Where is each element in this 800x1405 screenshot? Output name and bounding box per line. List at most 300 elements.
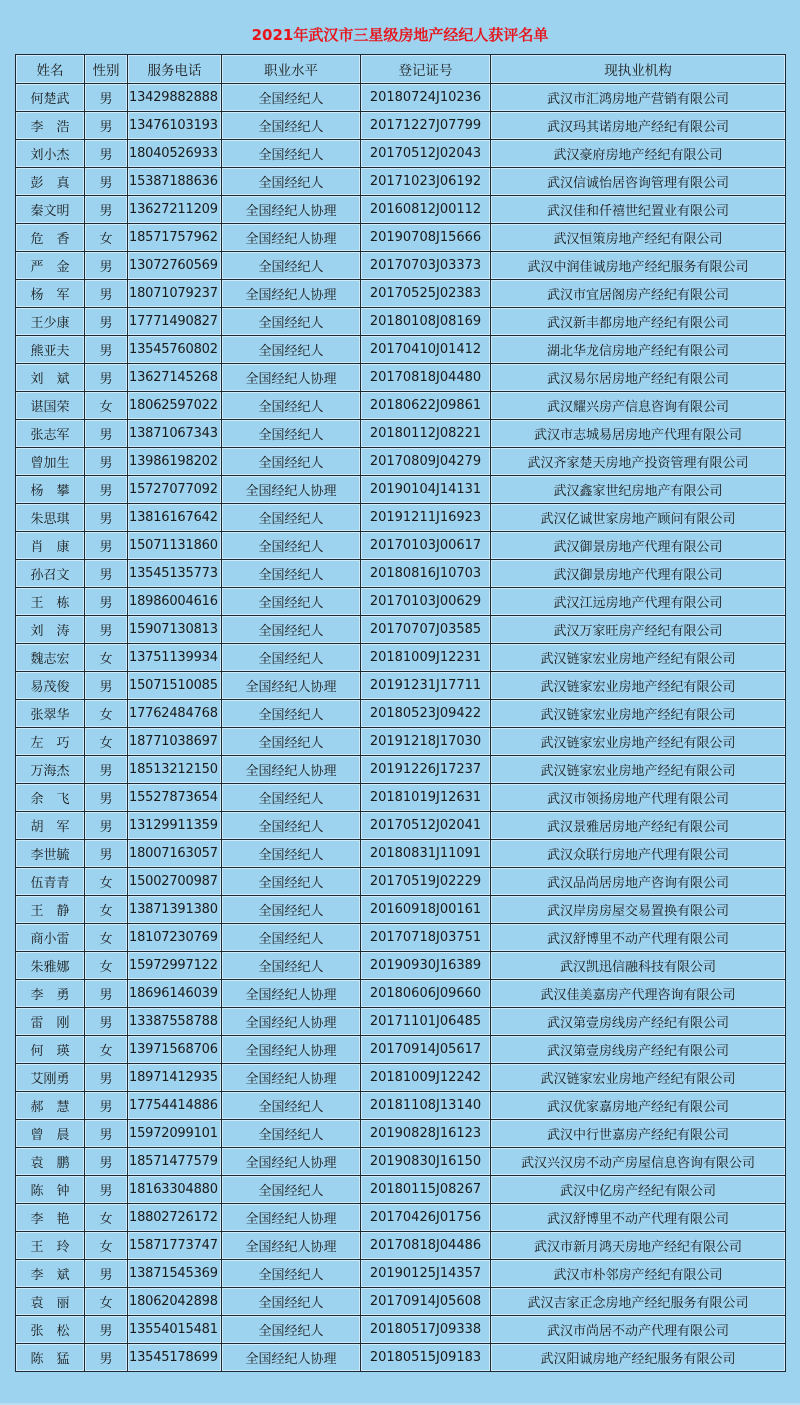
cell-registration-id: 20171101J06485 xyxy=(361,1008,491,1036)
cell-name: 伍青青 xyxy=(16,868,85,896)
table-row xyxy=(16,336,786,364)
cell-gender: 男 xyxy=(85,588,128,616)
table-row xyxy=(16,224,786,252)
cell-phone: 18107230769 xyxy=(128,924,222,952)
table-row xyxy=(16,1148,786,1176)
cell-name: 王少康 xyxy=(16,308,85,336)
cell-name: 刘 斌 xyxy=(16,364,85,392)
cell-gender: 女 xyxy=(85,392,128,420)
cell-gender: 男 xyxy=(85,140,128,168)
cell-agency: 武汉市朴邻房产经纪有限公司 xyxy=(491,1260,786,1288)
table-row xyxy=(16,924,786,952)
cell-name: 商小雷 xyxy=(16,924,85,952)
cell-phone: 13387558788 xyxy=(128,1008,222,1036)
table-row xyxy=(16,112,786,140)
cell-agency: 武汉第壹房线房产经纪有限公司 xyxy=(491,1008,786,1036)
cell-gender: 男 xyxy=(85,448,128,476)
cell-phone: 15972997122 xyxy=(128,952,222,980)
table-row xyxy=(16,1176,786,1204)
cell-gender: 男 xyxy=(85,784,128,812)
cell-registration-id: 20170914J05608 xyxy=(361,1288,491,1316)
cell-phone: 18513212150 xyxy=(128,756,222,784)
cell-phone: 18040526933 xyxy=(128,140,222,168)
cell-gender: 男 xyxy=(85,252,128,280)
cell-registration-id: 20170809J04279 xyxy=(361,448,491,476)
cell-registration-id: 20180115J08267 xyxy=(361,1176,491,1204)
table-row xyxy=(16,952,786,980)
cell-level: 全国经纪人 xyxy=(222,560,361,588)
cell-agency: 武汉链家宏业房地产经纪有限公司 xyxy=(491,728,786,756)
table-row xyxy=(16,812,786,840)
cell-name: 王 静 xyxy=(16,896,85,924)
cell-phone: 13986198202 xyxy=(128,448,222,476)
cell-phone: 18071079237 xyxy=(128,280,222,308)
cell-name: 袁 鹏 xyxy=(16,1148,85,1176)
cell-name: 雷 刚 xyxy=(16,1008,85,1036)
cell-gender: 男 xyxy=(85,1176,128,1204)
cell-phone: 18696146039 xyxy=(128,980,222,1008)
cell-gender: 男 xyxy=(85,1148,128,1176)
cell-phone: 18062042898 xyxy=(128,1288,222,1316)
cell-name: 李 艳 xyxy=(16,1204,85,1232)
cell-level: 全国经纪人 xyxy=(222,952,361,980)
cell-gender: 男 xyxy=(85,504,128,532)
cell-gender: 男 xyxy=(85,112,128,140)
cell-name: 艾刚勇 xyxy=(16,1064,85,1092)
cell-agency: 武汉阳诚房地产经纪服务有限公司 xyxy=(491,1344,786,1372)
table-row xyxy=(16,840,786,868)
cell-gender: 男 xyxy=(85,672,128,700)
cell-registration-id: 20170718J03751 xyxy=(361,924,491,952)
cell-registration-id: 20170519J02229 xyxy=(361,868,491,896)
cell-phone: 13627145268 xyxy=(128,364,222,392)
cell-registration-id: 20170818J04486 xyxy=(361,1232,491,1260)
cell-agency: 武汉新丰都房地产经纪有限公司 xyxy=(491,308,786,336)
cell-registration-id: 20191211J16923 xyxy=(361,504,491,532)
cell-name: 万海杰 xyxy=(16,756,85,784)
table-row xyxy=(16,476,786,504)
cell-name: 何 瑛 xyxy=(16,1036,85,1064)
cell-name: 张志军 xyxy=(16,420,85,448)
cell-phone: 13871067343 xyxy=(128,420,222,448)
cell-registration-id: 20180112J08221 xyxy=(361,420,491,448)
table-row xyxy=(16,868,786,896)
cell-registration-id: 20181009J12231 xyxy=(361,644,491,672)
cell-gender: 男 xyxy=(85,1316,128,1344)
cell-phone: 18802726172 xyxy=(128,1204,222,1232)
cell-gender: 男 xyxy=(85,616,128,644)
cell-phone: 13554015481 xyxy=(128,1316,222,1344)
cell-phone: 13072760569 xyxy=(128,252,222,280)
cell-name: 肖 康 xyxy=(16,532,85,560)
cell-registration-id: 20170525J02383 xyxy=(361,280,491,308)
cell-name: 余 飞 xyxy=(16,784,85,812)
table-row xyxy=(16,896,786,924)
cell-level: 全国经纪人协理 xyxy=(222,1148,361,1176)
cell-phone: 17762484768 xyxy=(128,700,222,728)
cell-registration-id: 20180724J10236 xyxy=(361,84,491,112)
cell-agency: 武汉链家宏业房地产经纪有限公司 xyxy=(491,644,786,672)
cell-level: 全国经纪人协理 xyxy=(222,980,361,1008)
cell-agency: 武汉中行世嘉房产经纪有限公司 xyxy=(491,1120,786,1148)
cell-agency: 武汉江远房地产代理有限公司 xyxy=(491,588,786,616)
cell-phone: 17754414886 xyxy=(128,1092,222,1120)
table-row xyxy=(16,252,786,280)
table-row xyxy=(16,140,786,168)
cell-registration-id: 20170512J02043 xyxy=(361,140,491,168)
cell-level: 全国经纪人 xyxy=(222,588,361,616)
cell-level: 全国经纪人 xyxy=(222,448,361,476)
cell-name: 曾 晨 xyxy=(16,1120,85,1148)
cell-name: 刘小杰 xyxy=(16,140,85,168)
cell-level: 全国经纪人 xyxy=(222,1120,361,1148)
cell-gender: 女 xyxy=(85,644,128,672)
header-phone: 服务电话 xyxy=(128,55,222,84)
cell-phone: 18771038697 xyxy=(128,728,222,756)
table-row xyxy=(16,1204,786,1232)
cell-level: 全国经纪人 xyxy=(222,868,361,896)
cell-gender: 女 xyxy=(85,1288,128,1316)
cell-level: 全国经纪人协理 xyxy=(222,1064,361,1092)
cell-name: 刘 涛 xyxy=(16,616,85,644)
cell-level: 全国经纪人 xyxy=(222,532,361,560)
cell-phone: 13871391380 xyxy=(128,896,222,924)
table-header-row xyxy=(16,55,786,84)
table-row xyxy=(16,1288,786,1316)
cell-phone: 17771490827 xyxy=(128,308,222,336)
cell-phone: 15727077092 xyxy=(128,476,222,504)
cell-agency: 武汉吉家正念房地产经纪服务有限公司 xyxy=(491,1288,786,1316)
cell-name: 朱雅娜 xyxy=(16,952,85,980)
cell-name: 郝 慧 xyxy=(16,1092,85,1120)
cell-phone: 18007163057 xyxy=(128,840,222,868)
cell-registration-id: 20170410J01412 xyxy=(361,336,491,364)
cell-level: 全国经纪人协理 xyxy=(222,1232,361,1260)
cell-name: 张 松 xyxy=(16,1316,85,1344)
cell-registration-id: 20190708J15666 xyxy=(361,224,491,252)
cell-phone: 15071510085 xyxy=(128,672,222,700)
cell-level: 全国经纪人 xyxy=(222,616,361,644)
cell-level: 全国经纪人 xyxy=(222,1260,361,1288)
cell-gender: 女 xyxy=(85,924,128,952)
cell-phone: 13429882888 xyxy=(128,84,222,112)
cell-gender: 男 xyxy=(85,420,128,448)
cell-agency: 武汉优家嘉房地产经纪有限公司 xyxy=(491,1092,786,1120)
cell-name: 谌国荣 xyxy=(16,392,85,420)
cell-phone: 13545178699 xyxy=(128,1344,222,1372)
cell-level: 全国经纪人 xyxy=(222,700,361,728)
cell-phone: 18571477579 xyxy=(128,1148,222,1176)
cell-level: 全国经纪人 xyxy=(222,168,361,196)
cell-gender: 女 xyxy=(85,1204,128,1232)
table-row xyxy=(16,532,786,560)
cell-registration-id: 20170707J03585 xyxy=(361,616,491,644)
cell-registration-id: 20190930J16389 xyxy=(361,952,491,980)
cell-name: 杨 攀 xyxy=(16,476,85,504)
cell-name: 危 香 xyxy=(16,224,85,252)
cell-level: 全国经纪人 xyxy=(222,140,361,168)
cell-phone: 15907130813 xyxy=(128,616,222,644)
cell-registration-id: 20191226J17237 xyxy=(361,756,491,784)
cell-registration-id: 20190125J14357 xyxy=(361,1260,491,1288)
cell-level: 全国经纪人 xyxy=(222,504,361,532)
cell-level: 全国经纪人 xyxy=(222,1316,361,1344)
cell-level: 全国经纪人 xyxy=(222,1092,361,1120)
cell-phone: 18986004616 xyxy=(128,588,222,616)
cell-name: 李世毓 xyxy=(16,840,85,868)
cell-gender: 女 xyxy=(85,700,128,728)
cell-name: 李 勇 xyxy=(16,980,85,1008)
cell-gender: 女 xyxy=(85,1036,128,1064)
cell-level: 全国经纪人 xyxy=(222,112,361,140)
header-registration-id: 登记证号 xyxy=(361,55,491,84)
cell-gender: 男 xyxy=(85,532,128,560)
cell-gender: 女 xyxy=(85,868,128,896)
table-row xyxy=(16,280,786,308)
header-level: 职业水平 xyxy=(222,55,361,84)
table-row xyxy=(16,644,786,672)
cell-level: 全国经纪人协理 xyxy=(222,1204,361,1232)
table-row xyxy=(16,728,786,756)
cell-gender: 女 xyxy=(85,224,128,252)
cell-agency: 武汉御景房地产代理有限公司 xyxy=(491,532,786,560)
cell-phone: 13971568706 xyxy=(128,1036,222,1064)
cell-phone: 13476103193 xyxy=(128,112,222,140)
cell-level: 全国经纪人 xyxy=(222,784,361,812)
cell-agency: 武汉市宜居阁房产经纪有限公司 xyxy=(491,280,786,308)
cell-registration-id: 20170103J00629 xyxy=(361,588,491,616)
cell-agency: 武汉景雅居房地产经纪有限公司 xyxy=(491,812,786,840)
cell-registration-id: 20170818J04480 xyxy=(361,364,491,392)
cell-gender: 男 xyxy=(85,336,128,364)
cell-agency: 武汉市新月鸿天房地产经纪有限公司 xyxy=(491,1232,786,1260)
cell-registration-id: 20181019J12631 xyxy=(361,784,491,812)
cell-gender: 男 xyxy=(85,308,128,336)
cell-gender: 男 xyxy=(85,812,128,840)
cell-gender: 女 xyxy=(85,728,128,756)
cell-phone: 13871545369 xyxy=(128,1260,222,1288)
agent-list-table xyxy=(15,54,786,1372)
cell-phone: 15972099101 xyxy=(128,1120,222,1148)
cell-gender: 男 xyxy=(85,1008,128,1036)
cell-gender: 男 xyxy=(85,1092,128,1120)
cell-agency: 武汉耀兴房产信息咨询有限公司 xyxy=(491,392,786,420)
cell-name: 秦文明 xyxy=(16,196,85,224)
cell-agency: 武汉中亿房产经纪有限公司 xyxy=(491,1176,786,1204)
cell-level: 全国经纪人 xyxy=(222,336,361,364)
cell-level: 全国经纪人协理 xyxy=(222,756,361,784)
cell-agency: 武汉市志城易居房地产代理有限公司 xyxy=(491,420,786,448)
cell-level: 全国经纪人 xyxy=(222,1176,361,1204)
cell-agency: 武汉链家宏业房地产经纪有限公司 xyxy=(491,700,786,728)
cell-agency: 武汉品尚居房地产咨询有限公司 xyxy=(491,868,786,896)
cell-name: 陈 钟 xyxy=(16,1176,85,1204)
cell-level: 全国经纪人协理 xyxy=(222,224,361,252)
cell-phone: 18163304880 xyxy=(128,1176,222,1204)
cell-registration-id: 20170703J03373 xyxy=(361,252,491,280)
cell-gender: 男 xyxy=(85,1120,128,1148)
table-row xyxy=(16,392,786,420)
table-row xyxy=(16,700,786,728)
cell-level: 全国经纪人协理 xyxy=(222,364,361,392)
cell-phone: 13545135773 xyxy=(128,560,222,588)
cell-name: 王 栋 xyxy=(16,588,85,616)
cell-phone: 18971412935 xyxy=(128,1064,222,1092)
cell-gender: 男 xyxy=(85,84,128,112)
table-row xyxy=(16,1316,786,1344)
cell-registration-id: 20171227J07799 xyxy=(361,112,491,140)
cell-phone: 15527873654 xyxy=(128,784,222,812)
cell-gender: 男 xyxy=(85,840,128,868)
cell-level: 全国经纪人协理 xyxy=(222,1008,361,1036)
table-row xyxy=(16,1064,786,1092)
cell-agency: 武汉链家宏业房地产经纪有限公司 xyxy=(491,756,786,784)
cell-registration-id: 20171023J06192 xyxy=(361,168,491,196)
cell-registration-id: 20170426J01756 xyxy=(361,1204,491,1232)
cell-name: 陈 猛 xyxy=(16,1344,85,1372)
cell-level: 全国经纪人 xyxy=(222,252,361,280)
table-row xyxy=(16,588,786,616)
cell-agency: 武汉舒博里不动产代理有限公司 xyxy=(491,1204,786,1232)
table-row xyxy=(16,560,786,588)
cell-name: 李 斌 xyxy=(16,1260,85,1288)
cell-level: 全国经纪人协理 xyxy=(222,280,361,308)
cell-name: 李 浩 xyxy=(16,112,85,140)
cell-name: 袁 丽 xyxy=(16,1288,85,1316)
cell-name: 何楚武 xyxy=(16,84,85,112)
cell-level: 全国经纪人 xyxy=(222,728,361,756)
table-row xyxy=(16,196,786,224)
cell-gender: 男 xyxy=(85,196,128,224)
table-body xyxy=(16,84,786,1372)
cell-gender: 男 xyxy=(85,280,128,308)
cell-registration-id: 20180523J09422 xyxy=(361,700,491,728)
cell-registration-id: 20170914J05617 xyxy=(361,1036,491,1064)
cell-registration-id: 20191231J17711 xyxy=(361,672,491,700)
table-row xyxy=(16,504,786,532)
cell-gender: 女 xyxy=(85,952,128,980)
table-row xyxy=(16,1008,786,1036)
cell-agency: 武汉兴汉房不动产房屋信息咨询有限公司 xyxy=(491,1148,786,1176)
table-row xyxy=(16,1344,786,1372)
cell-level: 全国经纪人协理 xyxy=(222,672,361,700)
table-row xyxy=(16,1036,786,1064)
cell-gender: 男 xyxy=(85,364,128,392)
cell-agency: 武汉齐家楚天房地产投资管理有限公司 xyxy=(491,448,786,476)
cell-agency: 武汉链家宏业房地产经纪有限公司 xyxy=(491,672,786,700)
table-row xyxy=(16,364,786,392)
table-row xyxy=(16,308,786,336)
cell-agency: 武汉亿诚世家房地产顾问有限公司 xyxy=(491,504,786,532)
cell-name: 易茂俊 xyxy=(16,672,85,700)
cell-registration-id: 20180108J08169 xyxy=(361,308,491,336)
header-agency: 现执业机构 xyxy=(491,55,786,84)
cell-gender: 男 xyxy=(85,168,128,196)
cell-level: 全国经纪人 xyxy=(222,420,361,448)
cell-level: 全国经纪人 xyxy=(222,896,361,924)
cell-name: 王 玲 xyxy=(16,1232,85,1260)
table-row xyxy=(16,672,786,700)
table-row xyxy=(16,448,786,476)
table-row xyxy=(16,756,786,784)
cell-level: 全国经纪人协理 xyxy=(222,1344,361,1372)
cell-agency: 武汉市领扬房地产代理有限公司 xyxy=(491,784,786,812)
cell-agency: 武汉市汇鸿房地产营销有限公司 xyxy=(491,84,786,112)
cell-registration-id: 20190104J14131 xyxy=(361,476,491,504)
cell-name: 孙召文 xyxy=(16,560,85,588)
cell-registration-id: 20180517J09338 xyxy=(361,1316,491,1344)
cell-phone: 13751139934 xyxy=(128,644,222,672)
cell-phone: 13129911359 xyxy=(128,812,222,840)
cell-phone: 13545760802 xyxy=(128,336,222,364)
table-row xyxy=(16,1120,786,1148)
cell-name: 左 巧 xyxy=(16,728,85,756)
cell-phone: 15871773747 xyxy=(128,1232,222,1260)
table-row xyxy=(16,420,786,448)
cell-phone: 13627211209 xyxy=(128,196,222,224)
cell-level: 全国经纪人 xyxy=(222,392,361,420)
cell-registration-id: 20160918J00161 xyxy=(361,896,491,924)
cell-phone: 18062597022 xyxy=(128,392,222,420)
table-row xyxy=(16,784,786,812)
header-gender: 性别 xyxy=(85,55,128,84)
cell-agency: 武汉万家旺房产经纪有限公司 xyxy=(491,616,786,644)
cell-registration-id: 20180515J09183 xyxy=(361,1344,491,1372)
table-row xyxy=(16,1092,786,1120)
cell-name: 熊亚夫 xyxy=(16,336,85,364)
cell-agency: 武汉御景房地产代理有限公司 xyxy=(491,560,786,588)
cell-gender: 女 xyxy=(85,1232,128,1260)
cell-agency: 武汉信诚怡居咨询管理有限公司 xyxy=(491,168,786,196)
cell-gender: 男 xyxy=(85,1260,128,1288)
cell-level: 全国经纪人 xyxy=(222,644,361,672)
cell-gender: 女 xyxy=(85,896,128,924)
cell-agency: 武汉恒策房地产经纪有限公司 xyxy=(491,224,786,252)
cell-name: 严 金 xyxy=(16,252,85,280)
cell-gender: 男 xyxy=(85,1344,128,1372)
cell-name: 魏志宏 xyxy=(16,644,85,672)
cell-agency: 武汉佳美嘉房产代理咨询有限公司 xyxy=(491,980,786,1008)
cell-name: 胡 军 xyxy=(16,812,85,840)
cell-name: 彭 真 xyxy=(16,168,85,196)
cell-gender: 男 xyxy=(85,560,128,588)
cell-agency: 武汉舒博里不动产代理有限公司 xyxy=(491,924,786,952)
cell-phone: 18571757962 xyxy=(128,224,222,252)
cell-phone: 13816167642 xyxy=(128,504,222,532)
cell-level: 全国经纪人 xyxy=(222,308,361,336)
cell-agency: 武汉第壹房线房产经纪有限公司 xyxy=(491,1036,786,1064)
cell-name: 曾加生 xyxy=(16,448,85,476)
cell-level: 全国经纪人 xyxy=(222,840,361,868)
cell-agency: 武汉易尔居房地产经纪有限公司 xyxy=(491,364,786,392)
cell-agency: 湖北华龙信房地产经纪有限公司 xyxy=(491,336,786,364)
cell-agency: 武汉佳和仟禧世纪置业有限公司 xyxy=(491,196,786,224)
cell-name: 朱思琪 xyxy=(16,504,85,532)
table-row xyxy=(16,1260,786,1288)
cell-agency: 武汉岸房房屋交易置换有限公司 xyxy=(491,896,786,924)
cell-agency: 武汉豪府房地产经纪有限公司 xyxy=(491,140,786,168)
cell-name: 杨 军 xyxy=(16,280,85,308)
cell-gender: 男 xyxy=(85,476,128,504)
cell-registration-id: 20180816J10703 xyxy=(361,560,491,588)
cell-agency: 武汉众联行房地产代理有限公司 xyxy=(491,840,786,868)
header-name: 姓名 xyxy=(16,55,85,84)
table-row xyxy=(16,616,786,644)
cell-registration-id: 20180831J11091 xyxy=(361,840,491,868)
table-row xyxy=(16,980,786,1008)
cell-level: 全国经纪人 xyxy=(222,84,361,112)
cell-phone: 15387188636 xyxy=(128,168,222,196)
